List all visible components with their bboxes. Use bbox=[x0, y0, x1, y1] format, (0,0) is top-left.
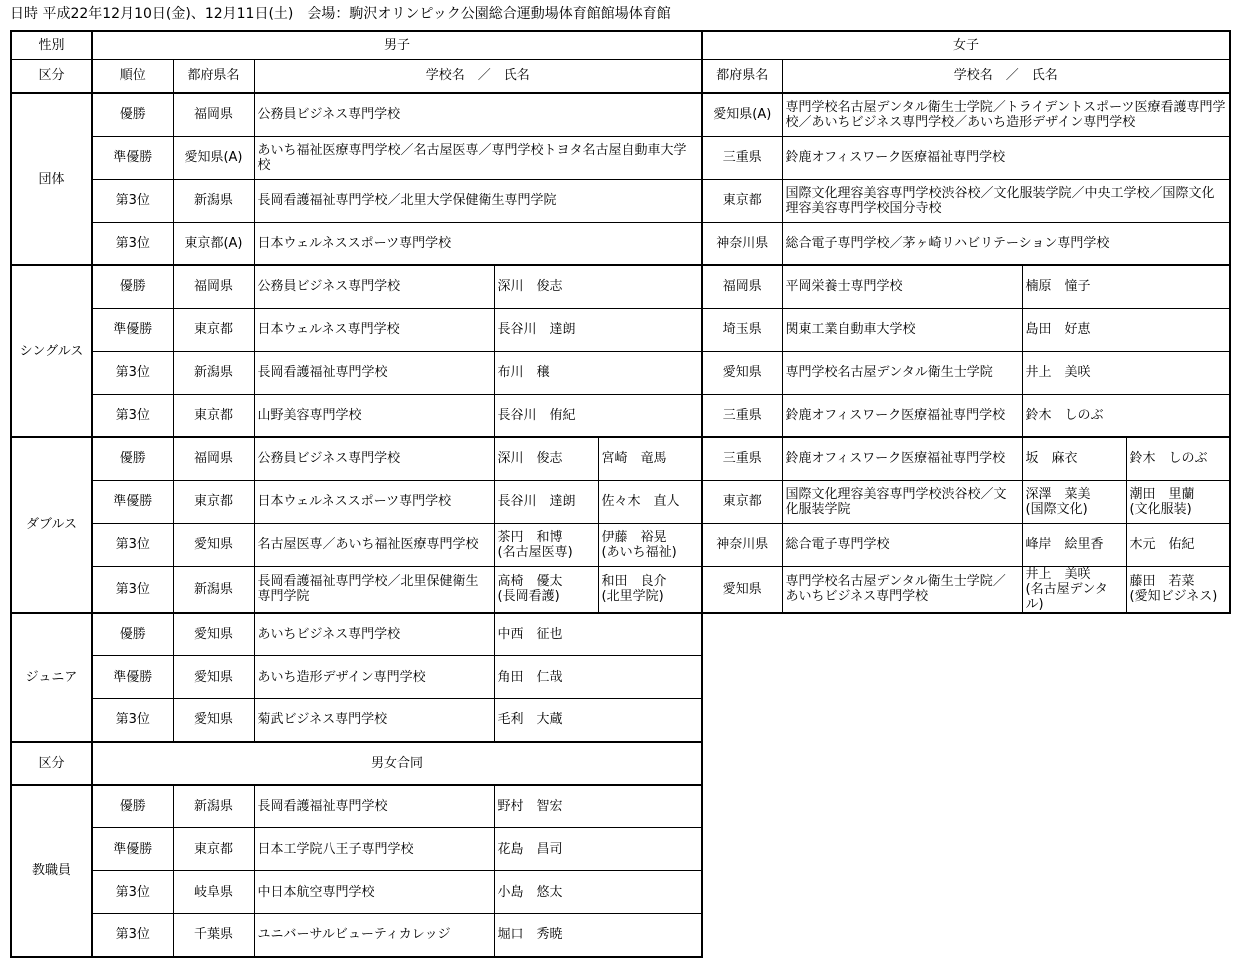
female-prefecture-header: 都府県名 bbox=[702, 59, 782, 93]
staff-name: 堀口 秀暁 bbox=[494, 914, 702, 957]
female-player-2: 鈴木 しのぶ bbox=[1126, 437, 1230, 480]
category-staff: 教職員 bbox=[11, 785, 92, 957]
rank-cell: 優勝 bbox=[92, 93, 173, 136]
rank-cell: 第3位 bbox=[92, 351, 173, 394]
player-name: 角田 仁哉 bbox=[494, 656, 702, 699]
table-row bbox=[11, 437, 1230, 480]
female-player-1: 井上 美咲 (名古屋デンタル) bbox=[1022, 566, 1126, 613]
male-prefecture: 新潟県 bbox=[173, 566, 254, 613]
rank-cell: 第3位 bbox=[92, 179, 173, 222]
male-player-name: 深川 俊志 bbox=[494, 265, 702, 308]
female-prefecture: 福岡県 bbox=[702, 265, 782, 308]
female-school: 関東工業自動車大学校 bbox=[782, 308, 1022, 351]
table-row bbox=[11, 613, 1230, 656]
school: 菊武ビジネス専門学校 bbox=[254, 699, 494, 742]
male-school: 長岡看護福祉専門学校／北里保健衛生専門学院 bbox=[254, 566, 494, 613]
rank-cell: 優勝 bbox=[92, 785, 173, 828]
event-header: 日時 平成22年12月10日(金)、12月11日(土) 会場：駒沢オリンピック公園総合運動場体育館館場体育館 bbox=[10, 6, 671, 22]
female-school: 専門学校名古屋デンタル衛生士学院／あいちビジネス専門学校 bbox=[782, 566, 1022, 613]
prefecture: 愛知県 bbox=[173, 699, 254, 742]
female-school: 総合電子専門学校／茅ヶ崎リハビリテーション専門学校 bbox=[782, 222, 1230, 265]
male-player-2: 和田 良介 (北里学院) bbox=[598, 566, 702, 613]
prefecture: 千葉県 bbox=[173, 914, 254, 957]
school: あいち造形デザイン専門学校 bbox=[254, 656, 494, 699]
table-row bbox=[11, 828, 1230, 871]
female-prefecture: 愛知県(A) bbox=[702, 93, 782, 136]
female-player-name: 楠原 憧子 bbox=[1022, 265, 1230, 308]
female-player-name: 島田 好恵 bbox=[1022, 308, 1230, 351]
male-player-name: 布川 穣 bbox=[494, 351, 702, 394]
male-prefecture: 東京都 bbox=[173, 308, 254, 351]
female-school: 国際文化理容美容専門学校渋谷校／文化服装学院／中央工学校／国際文化理容美容専門学校国分寺校 bbox=[782, 179, 1230, 222]
category-team: 団体 bbox=[11, 93, 92, 265]
rank-cell: 優勝 bbox=[92, 437, 173, 480]
female-player-2: 木元 佑紀 bbox=[1126, 523, 1230, 566]
female-player-2: 藤田 若菜 (愛知ビジネス) bbox=[1126, 566, 1230, 613]
player-name: 中西 征也 bbox=[494, 613, 702, 656]
female-school: 鈴鹿オフィスワーク医療福祉専門学校 bbox=[782, 437, 1022, 480]
male-player-1: 深川 俊志 bbox=[494, 437, 598, 480]
male-school: 長岡看護福祉専門学校／北里大学保健衛生専門学院 bbox=[254, 179, 702, 222]
staff-name: 野村 智宏 bbox=[494, 785, 702, 828]
female-school: 平岡栄養士専門学校 bbox=[782, 265, 1022, 308]
staff-name: 小島 悠太 bbox=[494, 871, 702, 914]
category-singles: シングルス bbox=[11, 265, 92, 437]
table-row bbox=[11, 265, 1230, 308]
male-player-name: 長谷川 達朗 bbox=[494, 308, 702, 351]
male-school: 山野美容専門学校 bbox=[254, 394, 494, 437]
prefecture: 東京都 bbox=[173, 828, 254, 871]
male-prefecture: 愛知県(A) bbox=[173, 136, 254, 179]
female-prefecture: 三重県 bbox=[702, 437, 782, 480]
male-school: 公務員ビジネス専門学校 bbox=[254, 93, 702, 136]
male-prefecture: 東京都(A) bbox=[173, 222, 254, 265]
male-school: 日本ウェルネススポーツ専門学校 bbox=[254, 222, 702, 265]
table-row bbox=[11, 871, 1230, 914]
female-prefecture: 三重県 bbox=[702, 394, 782, 437]
female-school: 総合電子専門学校 bbox=[782, 523, 1022, 566]
table-row bbox=[11, 179, 1230, 222]
rank-cell: 準優勝 bbox=[92, 480, 173, 523]
rank-cell: 優勝 bbox=[92, 265, 173, 308]
male-player-2: 伊藤 裕晃 (あいち福祉) bbox=[598, 523, 702, 566]
female-prefecture: 神奈川県 bbox=[702, 222, 782, 265]
category-header-2: 区分 bbox=[11, 742, 92, 785]
male-player-1: 長谷川 達朗 bbox=[494, 480, 598, 523]
female-prefecture: 三重県 bbox=[702, 136, 782, 179]
male-school: 公務員ビジネス専門学校 bbox=[254, 437, 494, 480]
header-row-columns bbox=[11, 59, 1230, 93]
rank-cell: 準優勝 bbox=[92, 136, 173, 179]
male-prefecture: 新潟県 bbox=[173, 179, 254, 222]
results-table bbox=[10, 30, 1231, 958]
rank-cell: 準優勝 bbox=[92, 828, 173, 871]
table-row bbox=[11, 699, 1230, 742]
rank-cell: 準優勝 bbox=[92, 656, 173, 699]
rank-cell: 準優勝 bbox=[92, 308, 173, 351]
table-row bbox=[11, 222, 1230, 265]
table-row bbox=[11, 785, 1230, 828]
male-prefecture: 愛知県 bbox=[173, 523, 254, 566]
female-player-1: 峰岸 絵里香 bbox=[1022, 523, 1126, 566]
table-row bbox=[11, 523, 1230, 566]
category-doubles: ダブルス bbox=[11, 437, 92, 613]
male-prefecture-header: 都府県名 bbox=[173, 59, 254, 93]
header-row-gender bbox=[11, 31, 1230, 59]
table-row bbox=[11, 914, 1230, 957]
table-row bbox=[11, 93, 1230, 136]
female-player-1: 深澤 菜美 (国際文化) bbox=[1022, 480, 1126, 523]
female-player-name: 鈴木 しのぶ bbox=[1022, 394, 1230, 437]
rank-cell: 第3位 bbox=[92, 699, 173, 742]
gender-header: 性別 bbox=[11, 31, 92, 59]
male-prefecture: 新潟県 bbox=[173, 351, 254, 394]
male-player-name: 長谷川 侑紀 bbox=[494, 394, 702, 437]
prefecture: 愛知県 bbox=[173, 613, 254, 656]
female-player-2: 潮田 里蘭 (文化服装) bbox=[1126, 480, 1230, 523]
female-school: 専門学校名古屋デンタル衛生士学院 bbox=[782, 351, 1022, 394]
table-row bbox=[11, 394, 1230, 437]
rank-cell: 第3位 bbox=[92, 222, 173, 265]
school: 長岡看護福祉専門学校 bbox=[254, 785, 494, 828]
male-school: あいち福祉医療専門学校／名古屋医専／専門学校トヨタ名古屋自動車大学校 bbox=[254, 136, 702, 179]
prefecture: 岐阜県 bbox=[173, 871, 254, 914]
male-school: 公務員ビジネス専門学校 bbox=[254, 265, 494, 308]
male-player-1: 茶円 和博 (名古屋医専) bbox=[494, 523, 598, 566]
female-header: 女子 bbox=[702, 31, 1230, 59]
school: 中日本航空専門学校 bbox=[254, 871, 494, 914]
female-prefecture: 神奈川県 bbox=[702, 523, 782, 566]
male-header: 男子 bbox=[92, 31, 702, 59]
female-school: 鈴鹿オフィスワーク医療福祉専門学校 bbox=[782, 136, 1230, 179]
table-row bbox=[11, 351, 1230, 394]
female-prefecture: 東京都 bbox=[702, 480, 782, 523]
male-prefecture: 福岡県 bbox=[173, 265, 254, 308]
rank-cell: 第3位 bbox=[92, 523, 173, 566]
male-prefecture: 福岡県 bbox=[173, 437, 254, 480]
rank-cell: 第3位 bbox=[92, 871, 173, 914]
female-school-header: 学校名 ／ 氏名 bbox=[782, 59, 1230, 93]
female-player-1: 坂 麻衣 bbox=[1022, 437, 1126, 480]
prefecture: 愛知県 bbox=[173, 656, 254, 699]
male-prefecture: 東京都 bbox=[173, 480, 254, 523]
male-player-2: 佐々木 直人 bbox=[598, 480, 702, 523]
male-school: 名古屋医専／あいち福祉医療専門学校 bbox=[254, 523, 494, 566]
male-school: 日本ウェルネススポーツ専門学校 bbox=[254, 480, 494, 523]
female-prefecture: 愛知県 bbox=[702, 351, 782, 394]
female-prefecture: 東京都 bbox=[702, 179, 782, 222]
table-row bbox=[11, 308, 1230, 351]
player-name: 毛利 大蔵 bbox=[494, 699, 702, 742]
table-row bbox=[11, 480, 1230, 523]
female-school: 国際文化理容美容専門学校渋谷校／文化服装学院 bbox=[782, 480, 1022, 523]
header-row-mixed bbox=[11, 742, 1230, 785]
staff-name: 花島 昌司 bbox=[494, 828, 702, 871]
male-player-1: 高椅 優太 (長岡看護) bbox=[494, 566, 598, 613]
rank-cell: 第3位 bbox=[92, 914, 173, 957]
school: ユニバーサルビューティカレッジ bbox=[254, 914, 494, 957]
male-school-header: 学校名 ／ 氏名 bbox=[254, 59, 702, 93]
school: あいちビジネス専門学校 bbox=[254, 613, 494, 656]
male-prefecture: 東京都 bbox=[173, 394, 254, 437]
male-player-2: 宮崎 竜馬 bbox=[598, 437, 702, 480]
category-header: 区分 bbox=[11, 59, 92, 93]
school: 日本工学院八王子専門学校 bbox=[254, 828, 494, 871]
female-prefecture: 愛知県 bbox=[702, 566, 782, 613]
prefecture: 新潟県 bbox=[173, 785, 254, 828]
category-junior: ジュニア bbox=[11, 613, 92, 742]
rank-cell: 第3位 bbox=[92, 394, 173, 437]
female-school: 鈴鹿オフィスワーク医療福祉専門学校 bbox=[782, 394, 1022, 437]
male-school: 長岡看護福祉専門学校 bbox=[254, 351, 494, 394]
male-school: 日本ウェルネス専門学校 bbox=[254, 308, 494, 351]
rank-cell: 優勝 bbox=[92, 613, 173, 656]
table-row bbox=[11, 656, 1230, 699]
female-player-name: 井上 美咲 bbox=[1022, 351, 1230, 394]
female-prefecture: 埼玉県 bbox=[702, 308, 782, 351]
table-row bbox=[11, 136, 1230, 179]
mixed-header: 男女合同 bbox=[92, 742, 702, 785]
table-row bbox=[11, 566, 1230, 613]
female-school: 専門学校名古屋デンタル衛生士学院／トライデントスポーツ医療看護専門学校／あいちビジネス専門学校／あいち造形デザイン専門学校 bbox=[782, 93, 1230, 136]
rank-header: 順位 bbox=[92, 59, 173, 93]
male-prefecture: 福岡県 bbox=[173, 93, 254, 136]
rank-cell: 第3位 bbox=[92, 566, 173, 613]
